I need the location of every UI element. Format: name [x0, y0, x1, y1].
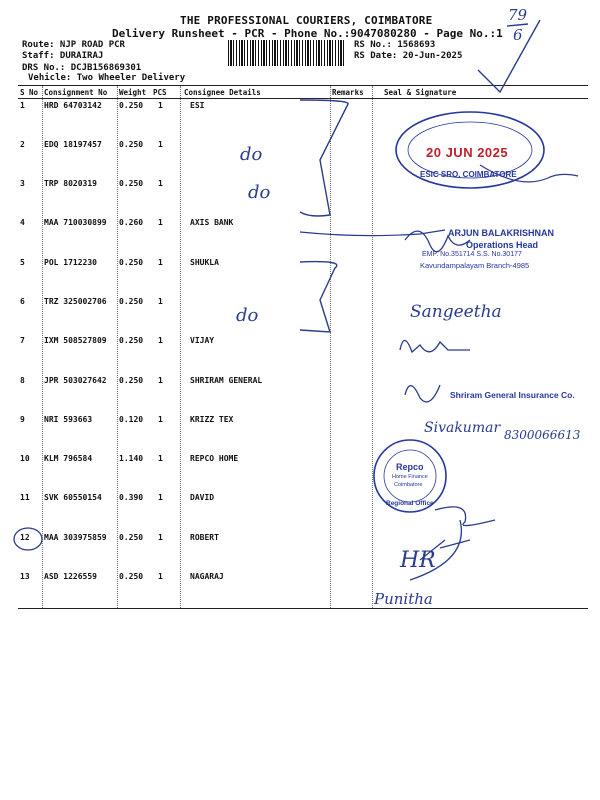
repco-stamp-line: Home Finance — [392, 474, 428, 480]
cell-pcs: 1 — [158, 533, 163, 542]
cell-pcs: 1 — [158, 258, 163, 267]
cell-consignment: ASD 1226559 — [44, 572, 97, 581]
cell-consignment: NRI 593663 — [44, 415, 93, 424]
cell-consignment: TRP 8020319 — [44, 179, 97, 188]
cell-consignment: EDQ 18197457 — [44, 140, 102, 149]
phone-number: 9047080280 — [350, 27, 417, 40]
repco-stamp-office: Regional Office — [386, 500, 434, 507]
table-row — [18, 415, 588, 455]
cell-weight: 0.260 — [119, 218, 144, 227]
axis-stamp-emp: EMP. No.351714 S.S. No.30177 — [422, 251, 522, 258]
corner-count-top: 79 — [508, 6, 528, 24]
cell-weight: 0.250 — [119, 101, 144, 110]
corner-count-bottom: 6 — [513, 26, 523, 44]
cell-pcs: 1 — [158, 454, 163, 463]
table-row — [18, 179, 588, 219]
cell-consignee: ESI — [190, 101, 205, 110]
drs-number: DRS No.: DCJB156869301 — [22, 63, 142, 73]
cell-sno: 10 — [20, 454, 30, 463]
cell-consignee: DAVID — [190, 493, 215, 502]
table-row — [18, 493, 588, 533]
cell-consignee: ROBERT — [190, 533, 219, 542]
cell-consignment: IXM 508527809 — [44, 336, 107, 345]
signature-punitha: Punitha — [374, 590, 433, 608]
signature-hr: HR — [400, 548, 436, 573]
cell-weight: 0.250 — [119, 533, 144, 542]
subtitle-left: Delivery Runsheet - PCR - Phone No.: — [112, 27, 351, 40]
cell-sno: 12 — [20, 533, 30, 542]
cell-pcs: 1 — [158, 336, 163, 345]
cell-consignee: REPCO HOME — [190, 454, 239, 463]
cell-pcs: 1 — [158, 415, 163, 424]
cell-sno: 3 — [20, 179, 25, 188]
cell-consignee: SHUKLA — [190, 258, 219, 267]
rs-date: RS Date: 20-Jun-2025 — [354, 51, 463, 61]
cell-pcs: 1 — [158, 179, 163, 188]
col-header-consignment: Consignment No — [44, 88, 108, 97]
cell-weight: 0.250 — [119, 140, 144, 149]
axis-stamp-name: ARJUN BALAKRISHNAN — [448, 228, 555, 238]
cell-sno: 4 — [20, 218, 25, 227]
cell-consignee: VIJAY — [190, 336, 215, 345]
cell-sno: 11 — [20, 493, 30, 502]
vehicle: Vehicle: Two Wheeler Delivery — [28, 73, 186, 83]
runsheet-subtitle — [112, 27, 503, 40]
esic-stamp-date: 20 JUN 2025 — [426, 145, 509, 160]
table-top-rule — [18, 85, 588, 86]
cell-weight: 0.250 — [119, 179, 144, 188]
cell-pcs: 1 — [158, 376, 163, 385]
col-header-pcs: PCS — [153, 88, 167, 97]
esic-stamp-text: ESIC SRO, COIMBATORE — [420, 170, 517, 179]
cell-consignment: MAA 303975859 — [44, 533, 107, 542]
axis-stamp-branch: Kavundampalayam Branch-4985 — [420, 261, 530, 270]
table-row — [18, 336, 588, 376]
cell-consignment: KLM 796584 — [44, 454, 93, 463]
col-header-sno: S No — [20, 88, 39, 97]
table-header-rule — [18, 98, 588, 99]
cell-pcs: 1 — [158, 140, 163, 149]
cell-sno: 5 — [20, 258, 25, 267]
ditto-mark: do — [240, 144, 263, 165]
handwritten-phone: 8300066613 — [504, 428, 581, 442]
col-header-seal: Seal & Signature — [384, 88, 457, 97]
cell-sno: 6 — [20, 297, 25, 306]
col-header-remarks: Remarks — [332, 88, 364, 97]
route: Route: NJP ROAD PCR — [22, 40, 125, 50]
cell-consignment: POL 1712230 — [44, 258, 97, 267]
cell-consignee: AXIS BANK — [190, 218, 234, 227]
col-header-weight: Weight — [119, 88, 147, 97]
table-row — [18, 454, 588, 494]
rs-number: RS No.: 1568693 — [354, 40, 436, 50]
repco-stamp-city: Coimbatore — [394, 482, 423, 488]
cell-weight: 0.250 — [119, 297, 144, 306]
table-row — [18, 533, 588, 573]
cell-pcs: 1 — [158, 297, 163, 306]
staff: Staff: DURAIRAJ — [22, 51, 104, 61]
cell-consignment: TRZ 325002706 — [44, 297, 107, 306]
cell-sno: 7 — [20, 336, 25, 345]
cell-consignment: HRD 64703142 — [44, 101, 102, 110]
signature-sivakumar: Sivakumar — [424, 420, 501, 436]
cell-weight: 0.250 — [119, 258, 144, 267]
cell-sno: 13 — [20, 572, 30, 581]
cell-pcs: 1 — [158, 101, 163, 110]
cell-sno: 2 — [20, 140, 25, 149]
ditto-mark: do — [236, 305, 259, 326]
cell-consignment: MAA 710030899 — [44, 218, 107, 227]
cell-pcs: 1 — [158, 218, 163, 227]
table-row — [18, 101, 588, 141]
cell-sno: 1 — [20, 101, 25, 110]
table-row — [18, 572, 588, 612]
cell-consignee: NAGARAJ — [190, 572, 224, 581]
ditto-mark: do — [248, 182, 271, 203]
page-number: - Page No.:1 — [416, 27, 503, 40]
cell-weight: 1.140 — [119, 454, 144, 463]
cell-weight: 0.250 — [119, 376, 144, 385]
barcode — [228, 40, 346, 66]
company-title: THE PROFESSIONAL COURIERS, COIMBATORE — [180, 14, 433, 27]
cell-consignment: SVK 60550154 — [44, 493, 102, 502]
cell-pcs: 1 — [158, 572, 163, 581]
cell-consignment: JPR 503027642 — [44, 376, 107, 385]
cell-weight: 0.390 — [119, 493, 144, 502]
col-header-consignee: Consignee Details — [184, 88, 261, 97]
cell-sno: 8 — [20, 376, 25, 385]
cell-consignee: KRIZZ TEX — [190, 415, 234, 424]
table-row — [18, 297, 588, 337]
signature-sangeetha: Sangeetha — [410, 302, 502, 322]
axis-stamp-title: Operations Head — [466, 240, 539, 250]
cell-sno: 9 — [20, 415, 25, 424]
cell-weight: 0.250 — [119, 336, 144, 345]
cell-consignee: SHRIRAM GENERAL — [190, 376, 263, 385]
cell-weight: 0.250 — [119, 572, 144, 581]
cell-pcs: 1 — [158, 493, 163, 502]
repco-stamp-brand: Repco — [396, 462, 424, 472]
shriram-stamp: Shriram General Insurance Co. — [450, 390, 575, 400]
cell-weight: 0.120 — [119, 415, 144, 424]
